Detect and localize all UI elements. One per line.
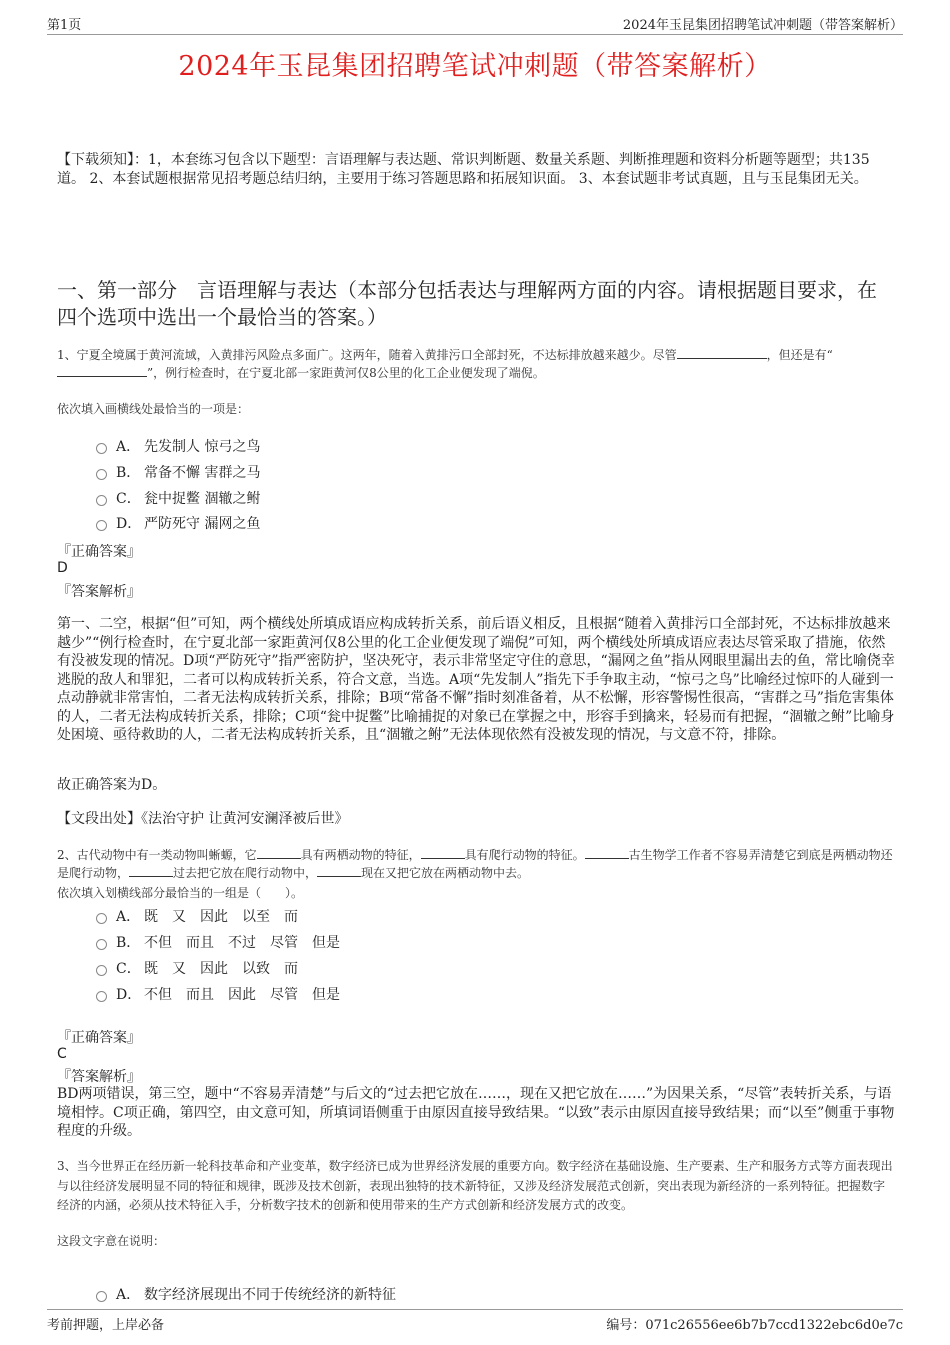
option-q2-b[interactable]: B． 不但 而且 不过 尽管 但是 bbox=[96, 932, 340, 952]
option-q2-d[interactable]: D． 不但 而且 因此 尽管 但是 bbox=[96, 984, 340, 1004]
blank bbox=[585, 847, 629, 859]
question-1-stem: 1、宁夏全境属于黄河流域，入黄排污风险点多面广。这两年，随着入黄排污口全部封死，不达标排放越来越少。尽管 ，但还是有“”，例行检查时，在宁夏北部一家距黄河仅8公里的化工企业便发现了端倪。 bbox=[57, 348, 833, 380]
option-q2-a[interactable]: A． 既 又 因此 以至 而 bbox=[96, 906, 298, 926]
radio-icon[interactable] bbox=[96, 913, 107, 924]
question-2-prompt: 依次填入划横线部分最恰当的一组是（ ）。 bbox=[57, 886, 304, 900]
option-q1-b[interactable]: B． 常备不懈 害群之马 bbox=[96, 462, 260, 482]
option-q1-a[interactable]: A． 先发制人 惊弓之鸟 bbox=[96, 436, 260, 456]
option-q1-d[interactable]: D． 严防死守 漏网之鱼 bbox=[96, 513, 260, 533]
question-2-stem: 2、古代动物中有一类动物叫蜥螈，它 具有两栖动物的特征， 具有爬行动物的特征。 古生物学工作者不容易弄清楚它到底是两栖动物还是爬行动物， 过去把它放在爬行动物中， 现在又把它放在两栖动物中去。 bbox=[57, 848, 893, 880]
radio-icon[interactable] bbox=[96, 469, 107, 480]
analysis-text: BD两项错误，第三空，题中“不容易弄清楚”与后文的“过去把它放在……，现在又把它放在……”为因果关系，“尽管”表转折关系，与语境相悖。C项正确，第四空，由文意可知，所填词语侧重于由原因直接导致结果。“以致”表示由原因直接导致结果；而“以至”侧重于事物程度的升级。 bbox=[57, 1086, 895, 1139]
download-notice: 【下载须知】：1，本套练习包含以下题型：言语理解与表达题、常识判断题、数量关系题、判断推理题和资料分析题等题型；共135道。 2、本套试题根据常见招考题总结归纳，主要用于练习答题思路和拓展知识面。 3、本套试题非考试真题，且与玉昆集团无关。 bbox=[57, 152, 870, 187]
blank bbox=[317, 865, 361, 877]
question-3-prompt: 这段文字意在说明： bbox=[57, 1234, 166, 1248]
radio-icon[interactable] bbox=[96, 443, 107, 454]
radio-icon[interactable] bbox=[96, 495, 107, 506]
blank bbox=[257, 847, 301, 859]
blank bbox=[421, 847, 465, 859]
option-q3-a[interactable]: A． 数字经济展现出不同于传统经济的新特征 bbox=[96, 1284, 396, 1304]
radio-icon[interactable] bbox=[96, 991, 107, 1002]
blank bbox=[677, 347, 767, 359]
document-id: 编号：071c26556ee6b7b7ccd1322ebc6d0e7c bbox=[606, 1318, 903, 1333]
question-3-stem: 3、当今世界正在经历新一轮科技革命和产业变革，数字经济已成为世界经济发展的重要方向。数字经济在基础设施、生产要素、生产和服务方式等方面表现出与以往经济发展明显不同的特征和规律，既涉及技术创新，表现出独特的技术新特征，又涉及经济发展范式创新，突出表现为新经济的一系列特征。把握数字经济的内涵，必须从技术特征入手，分析数字技术的创新和使用带来的生产方式创新和经济发展方式的改变。 bbox=[57, 1159, 893, 1212]
source-citation: 【文段出处】《法治守护 让黄河安澜泽被后世》 bbox=[57, 811, 349, 827]
answer-value: D bbox=[57, 560, 68, 576]
page-footer bbox=[47, 1309, 903, 1333]
blank bbox=[57, 365, 147, 377]
option-q1-c[interactable]: C． 瓮中捉鳖 涸辙之鲋 bbox=[96, 488, 260, 508]
answer-value: C bbox=[57, 1046, 67, 1062]
blank bbox=[129, 865, 173, 877]
option-q2-c[interactable]: C． 既 又 因此 以致 而 bbox=[96, 958, 298, 978]
footer-slogan: 考前押题，上岸必备 bbox=[47, 1318, 165, 1333]
radio-icon[interactable] bbox=[96, 965, 107, 976]
page-title: 2024年玉昆集团招聘笔试冲刺题（带答案解析） bbox=[178, 51, 772, 82]
analysis-heading: 『答案解析』 bbox=[57, 584, 141, 600]
analysis-conclusion: 故正确答案为D。 bbox=[57, 777, 167, 793]
analysis-text: 第一、二空，根据“但”可知，两个横线处所填成语应构成转折关系，前后语义相反，且根据“随着入黄排污口全部封死，不达标排放越来越少”“例行检查时，在宁夏北部一家距黄河仅8公里的化工企业便发现了端倪”可知，两个横线处所填成语应表达尽管采取了措施，依然有没被发现的情况。D项“严防死守”指严密防护，坚决死守，表示非常坚定守住的意思，“漏网之鱼”指从网眼里漏出去的鱼，常比喻侥幸逃脱的敌人和罪犯，二者可以构成转折关系，符合文意，当选。A项“先发制人”指先下手争取主动，“惊弓之鸟”比喻经过惊吓的人碰到一点动静就非常害怕，二者无法构成转折关系，排除；B项“常备不懈”指时刻准备着，从不松懈，形容警惕性很高，“害群之马”指危害集体的人，二者无法构成转折关系，排除；C项“瓮中捉鳖”比喻捕捉的对象已在掌握之中，形容手到擒来，轻易而有把握，“涸辙之鲋”比喻身处困境、亟待救助的人，二者无法构成转折关系，且“涸辙之鲋”无法体现依然有没被发现的情况，与文意不符，排除。 bbox=[57, 616, 895, 743]
header-doc-title: 2024年玉昆集团招聘笔试冲刺题（带答案解析） bbox=[622, 18, 903, 33]
question-1-prompt: 依次填入画横线处最恰当的一项是： bbox=[57, 402, 250, 416]
answer-heading: 『正确答案』 bbox=[57, 1030, 141, 1046]
analysis-heading: 『答案解析』 bbox=[57, 1069, 141, 1085]
answer-heading: 『正确答案』 bbox=[57, 544, 141, 560]
page-header bbox=[47, 14, 903, 35]
radio-icon[interactable] bbox=[96, 520, 107, 531]
radio-icon[interactable] bbox=[96, 939, 107, 950]
page-number: 第1页 bbox=[47, 18, 82, 33]
radio-icon[interactable] bbox=[96, 1291, 107, 1302]
section-title: 一、第一部分 言语理解与表达（本部分包括表达与理解两方面的内容。请根据题目要求，在四个选项中选出一个最恰当的答案。） bbox=[57, 278, 877, 329]
